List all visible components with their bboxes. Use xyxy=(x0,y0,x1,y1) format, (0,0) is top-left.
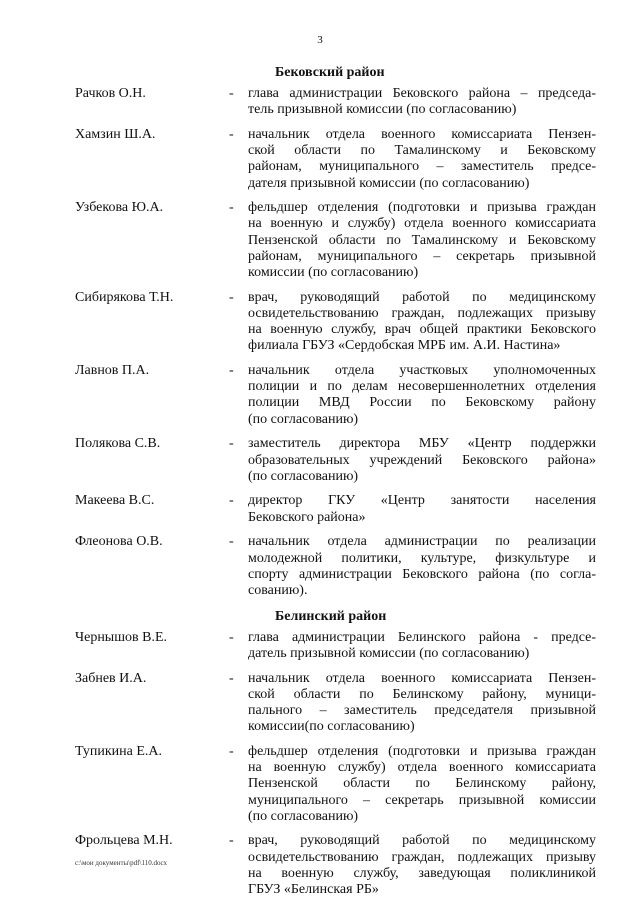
member-role xyxy=(248,493,596,525)
role-line: на военную службу, врач общей практики Бековского xyxy=(248,322,596,338)
member-role xyxy=(248,671,596,736)
commission-member-entry xyxy=(75,363,596,428)
document-body xyxy=(75,62,596,907)
role-line: врач, руководящий работой по медицинскому xyxy=(248,833,596,849)
member-name: Сибирякова Т.Н. xyxy=(75,289,174,305)
dash-separator: - xyxy=(229,86,234,101)
role-line: начальник отдела военного комиссариата Пензен- xyxy=(248,670,596,686)
member-role xyxy=(248,833,596,898)
member-name: Тупикина Е.А. xyxy=(75,743,163,759)
role-line: ГБУЗ «Белинская РБ» xyxy=(248,882,379,898)
role-line: полиции и по делам несовершеннолетних отделения xyxy=(248,379,596,395)
member-name: Рачков О.Н. xyxy=(75,86,146,101)
dash-separator: - xyxy=(229,126,234,142)
commission-member-entry xyxy=(75,534,596,599)
member-role xyxy=(248,86,596,118)
role-line: начальник отдела администрации по реализации xyxy=(248,534,596,550)
commission-member-entry xyxy=(75,671,596,736)
dash-separator: - xyxy=(229,534,234,550)
role-line: тель призывной комиссии (по согласованию) xyxy=(248,102,517,118)
commission-member-entry xyxy=(75,200,596,281)
role-line: полиции МВД России по Бековскому району xyxy=(248,395,596,411)
role-line: (по согласованию) xyxy=(248,411,359,427)
member-role xyxy=(248,363,596,428)
role-line: ской области по Белинскому району, муници- xyxy=(248,686,596,702)
role-line: пального – заместитель председателя призывной xyxy=(248,703,596,718)
commission-member-entry xyxy=(75,436,596,485)
dash-separator: - xyxy=(229,436,234,452)
role-line: Бековского района» xyxy=(248,509,366,525)
role-line: на военную и службу) отдела военного комиссариата xyxy=(248,216,596,232)
commission-member-entry xyxy=(75,86,596,118)
member-name: Узбекова Ю.А. xyxy=(75,200,164,216)
role-line: районам, муниципального – заместитель предсе- xyxy=(248,159,596,175)
member-role xyxy=(248,630,596,662)
commission-member-entry xyxy=(75,493,596,525)
role-line: заместитель директора МБУ «Центр поддержки xyxy=(248,436,596,452)
dash-separator: - xyxy=(229,289,234,305)
role-line: глава администрации Белинского района - предсе- xyxy=(248,629,596,645)
role-line: районам, муниципального – секретарь призывной xyxy=(248,248,596,264)
role-line: датель призывной комиссии (по согласованию) xyxy=(248,645,530,661)
dash-separator: - xyxy=(229,833,234,849)
role-line: начальник отдела военного комиссариата Пензен- xyxy=(248,126,596,142)
member-role xyxy=(248,534,596,599)
role-line: Пензенской области по Тамалинскому и Бековскому xyxy=(248,232,596,248)
district-heading: Бековский район xyxy=(275,65,385,80)
dash-separator: - xyxy=(229,743,234,759)
district-heading: Белинский район xyxy=(275,608,387,624)
role-line: глава администрации Бековского района – председа- xyxy=(248,86,596,101)
role-line: начальник отдела участковых уполномоченных xyxy=(248,363,596,379)
role-line: фельдшер отделения (подготовки и призыва граждан xyxy=(248,743,596,759)
dash-separator: - xyxy=(229,670,234,686)
role-line: муниципального – секретарь призывной комиссии xyxy=(248,792,596,808)
role-line: директор ГКУ «Центр занятости населения xyxy=(248,493,596,509)
member-role xyxy=(248,200,596,281)
role-line: дателя призывной комиссии (по согласованию) xyxy=(248,175,530,191)
role-line: комиссии (по согласованию) xyxy=(248,265,419,281)
member-name: Забнев И.А. xyxy=(75,670,147,686)
member-name: Фрольцева М.Н. xyxy=(75,833,173,849)
dash-separator: - xyxy=(229,629,234,645)
role-line: фельдшер отделения (подготовки и призыва граждан xyxy=(248,200,596,216)
commission-member-entry xyxy=(75,744,596,825)
member-name: Полякова С.В. xyxy=(75,436,161,452)
footer-file-path: c:\мои документы\pdf\110.docx xyxy=(75,859,168,867)
commission-member-entry xyxy=(75,630,596,662)
member-name: Макеева В.С. xyxy=(75,493,155,509)
role-line: спорту администрации Бековского района (по согла- xyxy=(248,566,596,582)
role-line: образовательных учреждений Бековского района» xyxy=(248,452,596,468)
role-line: молодежной политики, культуре, физкультуре и xyxy=(248,550,596,566)
dash-separator: - xyxy=(229,493,234,509)
member-name: Чернышов В.Е. xyxy=(75,629,167,645)
member-role xyxy=(248,744,596,825)
role-line: врач, руководящий работой по медицинскому xyxy=(248,289,596,305)
member-name: Флеонова О.В. xyxy=(75,534,163,550)
member-role xyxy=(248,127,596,192)
role-line: освидетельствованию граждан, подлежащих призыву xyxy=(248,849,596,865)
role-line: освидетельствованию граждан, подлежащих призыву xyxy=(248,305,596,321)
role-line: ской области по Тамалинскому и Бековскому xyxy=(248,143,596,159)
role-line: сованию). xyxy=(248,582,308,598)
commission-member-entry xyxy=(75,127,596,192)
page-number: 3 xyxy=(317,34,323,46)
role-line: (по согласованию) xyxy=(248,468,359,484)
role-line: на военную службу, заведующая поликлиникой xyxy=(248,865,596,881)
role-line: комиссии(по согласованию) xyxy=(248,719,415,735)
role-line: филиала ГБУЗ «Сердобская МРБ им. А.И. Настина» xyxy=(248,338,561,354)
dash-separator: - xyxy=(229,200,234,216)
member-name: Лавнов П.А. xyxy=(75,363,150,379)
commission-member-entry xyxy=(75,290,596,355)
role-line: Пензенской области по Белинскому району, xyxy=(248,776,596,792)
dash-separator: - xyxy=(229,363,234,379)
role-line: на военную службу) отдела военного комиссариата xyxy=(248,760,596,776)
member-role xyxy=(248,290,596,355)
member-role xyxy=(248,436,596,485)
member-name: Хамзин Ш.А. xyxy=(75,126,156,142)
role-line: (по согласованию) xyxy=(248,808,359,824)
